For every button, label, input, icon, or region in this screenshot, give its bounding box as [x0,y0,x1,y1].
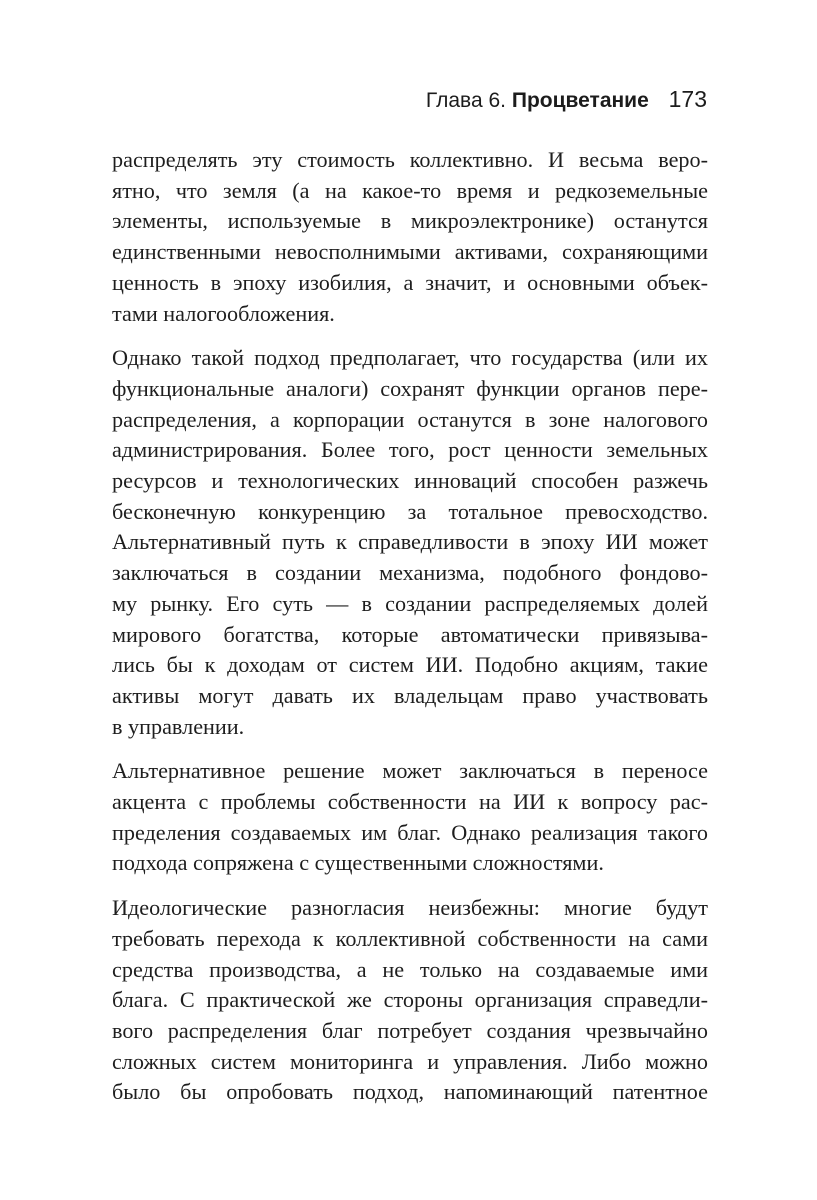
text-line: активы могут давать их владельцам право участвовать [112,682,708,708]
text-line: было бы опробовать подход, напоминающий патентное [112,1079,708,1105]
chapter-title: Процветание [511,89,649,112]
running-header [426,84,707,116]
text-line: бесконечную конкуренцию за тотальное превосходство. [112,498,708,524]
text-line: тами налогообложения. [112,300,335,326]
text-line: пределения создаваемых им благ. Однако реализация такого [112,819,708,845]
text-line: распределять эту стоимость коллективно. И весьма веро- [112,147,708,172]
text-line: мирового богатства, которые автоматически привязыва- [112,621,708,647]
text-line: ценность в эпоху изобилия, а значит, и основными объек- [112,269,708,295]
body-text [112,145,708,1122]
text-line: ресурсов и технологических инноваций способен разжечь [112,468,708,494]
paragraph-1 [112,145,708,329]
paragraph-3 [112,756,708,879]
text-line: Идеологические разногласия неизбежны: многие будут [112,895,708,921]
text-line: Однако такой подход предполагает, что государства (или их [112,345,708,371]
text-line: единственными невосполнимыми активами, сохраняющими [112,239,708,265]
text-line: вого распределения благ потребует создания чрезвычайно [112,1017,708,1043]
page-number: 173 [668,86,707,112]
text-line: блага. С практической же стороны организация справедли- [112,987,708,1013]
text-line: средства производства, а не только на создаваемые ими [112,956,708,982]
text-line: администрирования. Более того, рост ценности земельных [112,437,708,463]
text-line: Альтернативное решение может заключаться в переносе [112,758,708,784]
paragraph-2 [112,343,708,742]
text-line: элементы, используемые в микроэлектронике) останутся [112,208,708,234]
text-line: Альтернативный путь к справедливости в эпоху ИИ может [112,529,708,555]
text-line: функциональные аналоги) сохранят функции органов пере- [112,375,708,401]
text-line: подхода сопряжена с существенными сложностями. [112,850,604,876]
text-line: в управлении. [112,713,245,739]
text-line: распределения, а корпорации останутся в зоне налогового [112,406,708,432]
text-line: ятно, что земля (а на какое-то время и редкоземельные [112,177,708,203]
paragraph-4 [112,893,708,1108]
text-line: требовать перехода к коллективной собственности на сами [112,925,708,951]
text-line: му рынку. Его суть — в создании распределяемых долей [112,590,708,616]
text-line: заключаться в создании механизма, подобного фондово- [112,560,708,586]
chapter-label: Глава 6. [425,89,506,112]
text-line: акцента с проблемы собственности на ИИ к вопросу рас- [112,789,708,815]
text-line: сложных систем мониторинга и управления. Либо можно [112,1048,708,1074]
text-line: лись бы к доходам от систем ИИ. Подобно акциям, такие [112,652,708,678]
